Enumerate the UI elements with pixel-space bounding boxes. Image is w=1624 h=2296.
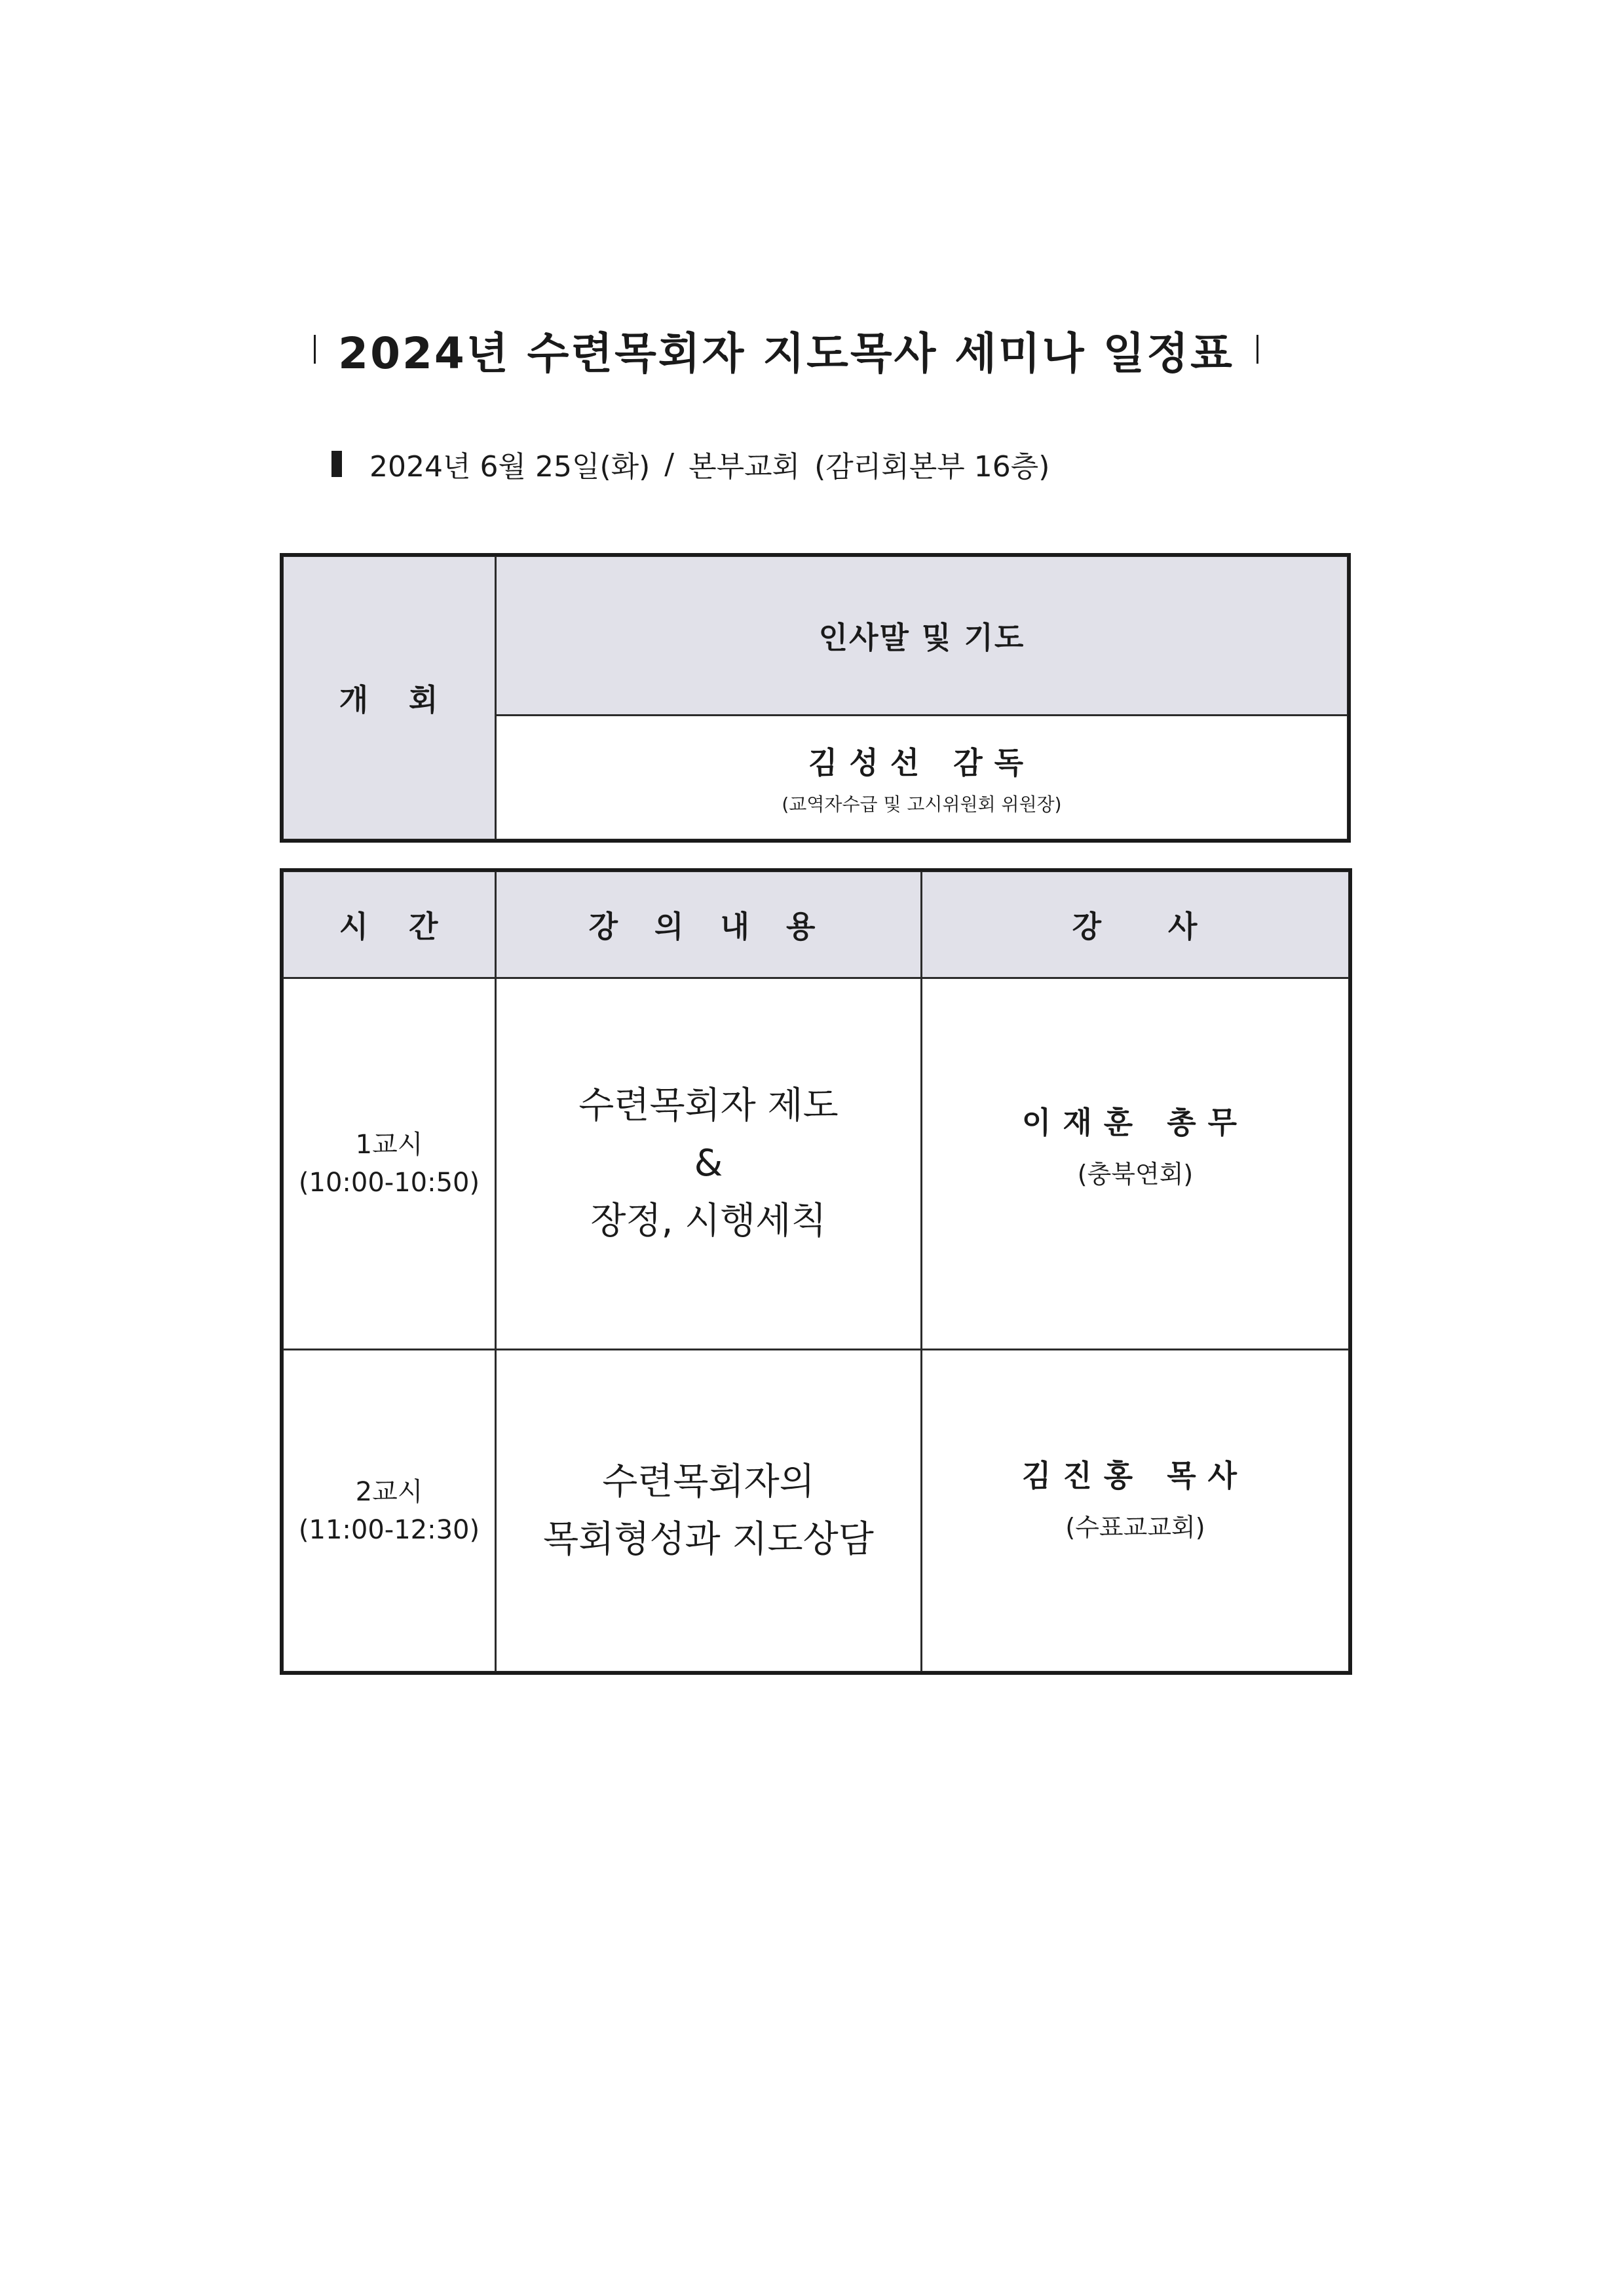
header-time: 시 간	[283, 871, 496, 978]
time-cell	[283, 978, 496, 1350]
lecturer-name: 이재훈 총무	[1021, 1104, 1249, 1140]
time-range: (10:00-10:50)	[298, 1168, 480, 1198]
lecturer-cell	[922, 978, 1350, 1350]
lecture-line: 목회형성과 지도상담	[543, 1518, 874, 1561]
period: 1교시	[355, 1130, 423, 1160]
opening-speaker	[496, 716, 1348, 840]
opening-program: 인사말 및 기도	[496, 556, 1348, 716]
lecturer-affiliation: (충북연회)	[1077, 1159, 1194, 1189]
lecture-cell	[496, 1350, 922, 1672]
speaker-name: 김성선 감독	[808, 744, 1036, 780]
header-content: 강 의 내 용	[496, 871, 922, 978]
info-separator: /	[664, 447, 675, 481]
event-venue: 본부교회	[689, 450, 801, 484]
event-info	[331, 438, 1049, 490]
table-row	[283, 1350, 1350, 1672]
period: 2교시	[355, 1476, 423, 1507]
lecture-line: &	[694, 1142, 723, 1185]
lecturer-cell	[922, 1350, 1350, 1672]
opening-table	[282, 555, 1349, 841]
lecture-line: 장정, 시행세칙	[590, 1200, 827, 1242]
speaker-title: (교역자수급 및 고시위원회 위원장)	[782, 793, 1062, 815]
time-cell	[283, 1350, 496, 1672]
event-date: 2024년 6월 25일(화)	[369, 450, 651, 484]
square-bullet-icon	[1256, 335, 1258, 364]
schedule-table	[282, 870, 1350, 1673]
lecturer-name: 김진홍 목사	[1021, 1458, 1249, 1493]
lecture-line: 수련목회자의	[602, 1460, 815, 1503]
lecturer-affiliation: (수표교교회)	[1065, 1513, 1205, 1542]
page-title	[292, 313, 1281, 385]
event-location: (감리회본부 16층)	[814, 450, 1050, 484]
header-lecturer: 강 사	[922, 871, 1350, 978]
bar-bullet-icon	[331, 451, 342, 477]
lecture-line: 수련목회자 제도	[578, 1084, 839, 1127]
table-row	[283, 978, 1350, 1350]
lecture-cell	[496, 978, 922, 1350]
opening-label: 개 회	[283, 556, 496, 840]
time-range: (11:00-12:30)	[298, 1514, 480, 1545]
square-bullet-icon	[314, 335, 316, 364]
schedule-header-row	[283, 871, 1350, 978]
title-text: 2024년 수련목회자 지도목사 세미나 일정표	[338, 328, 1234, 379]
